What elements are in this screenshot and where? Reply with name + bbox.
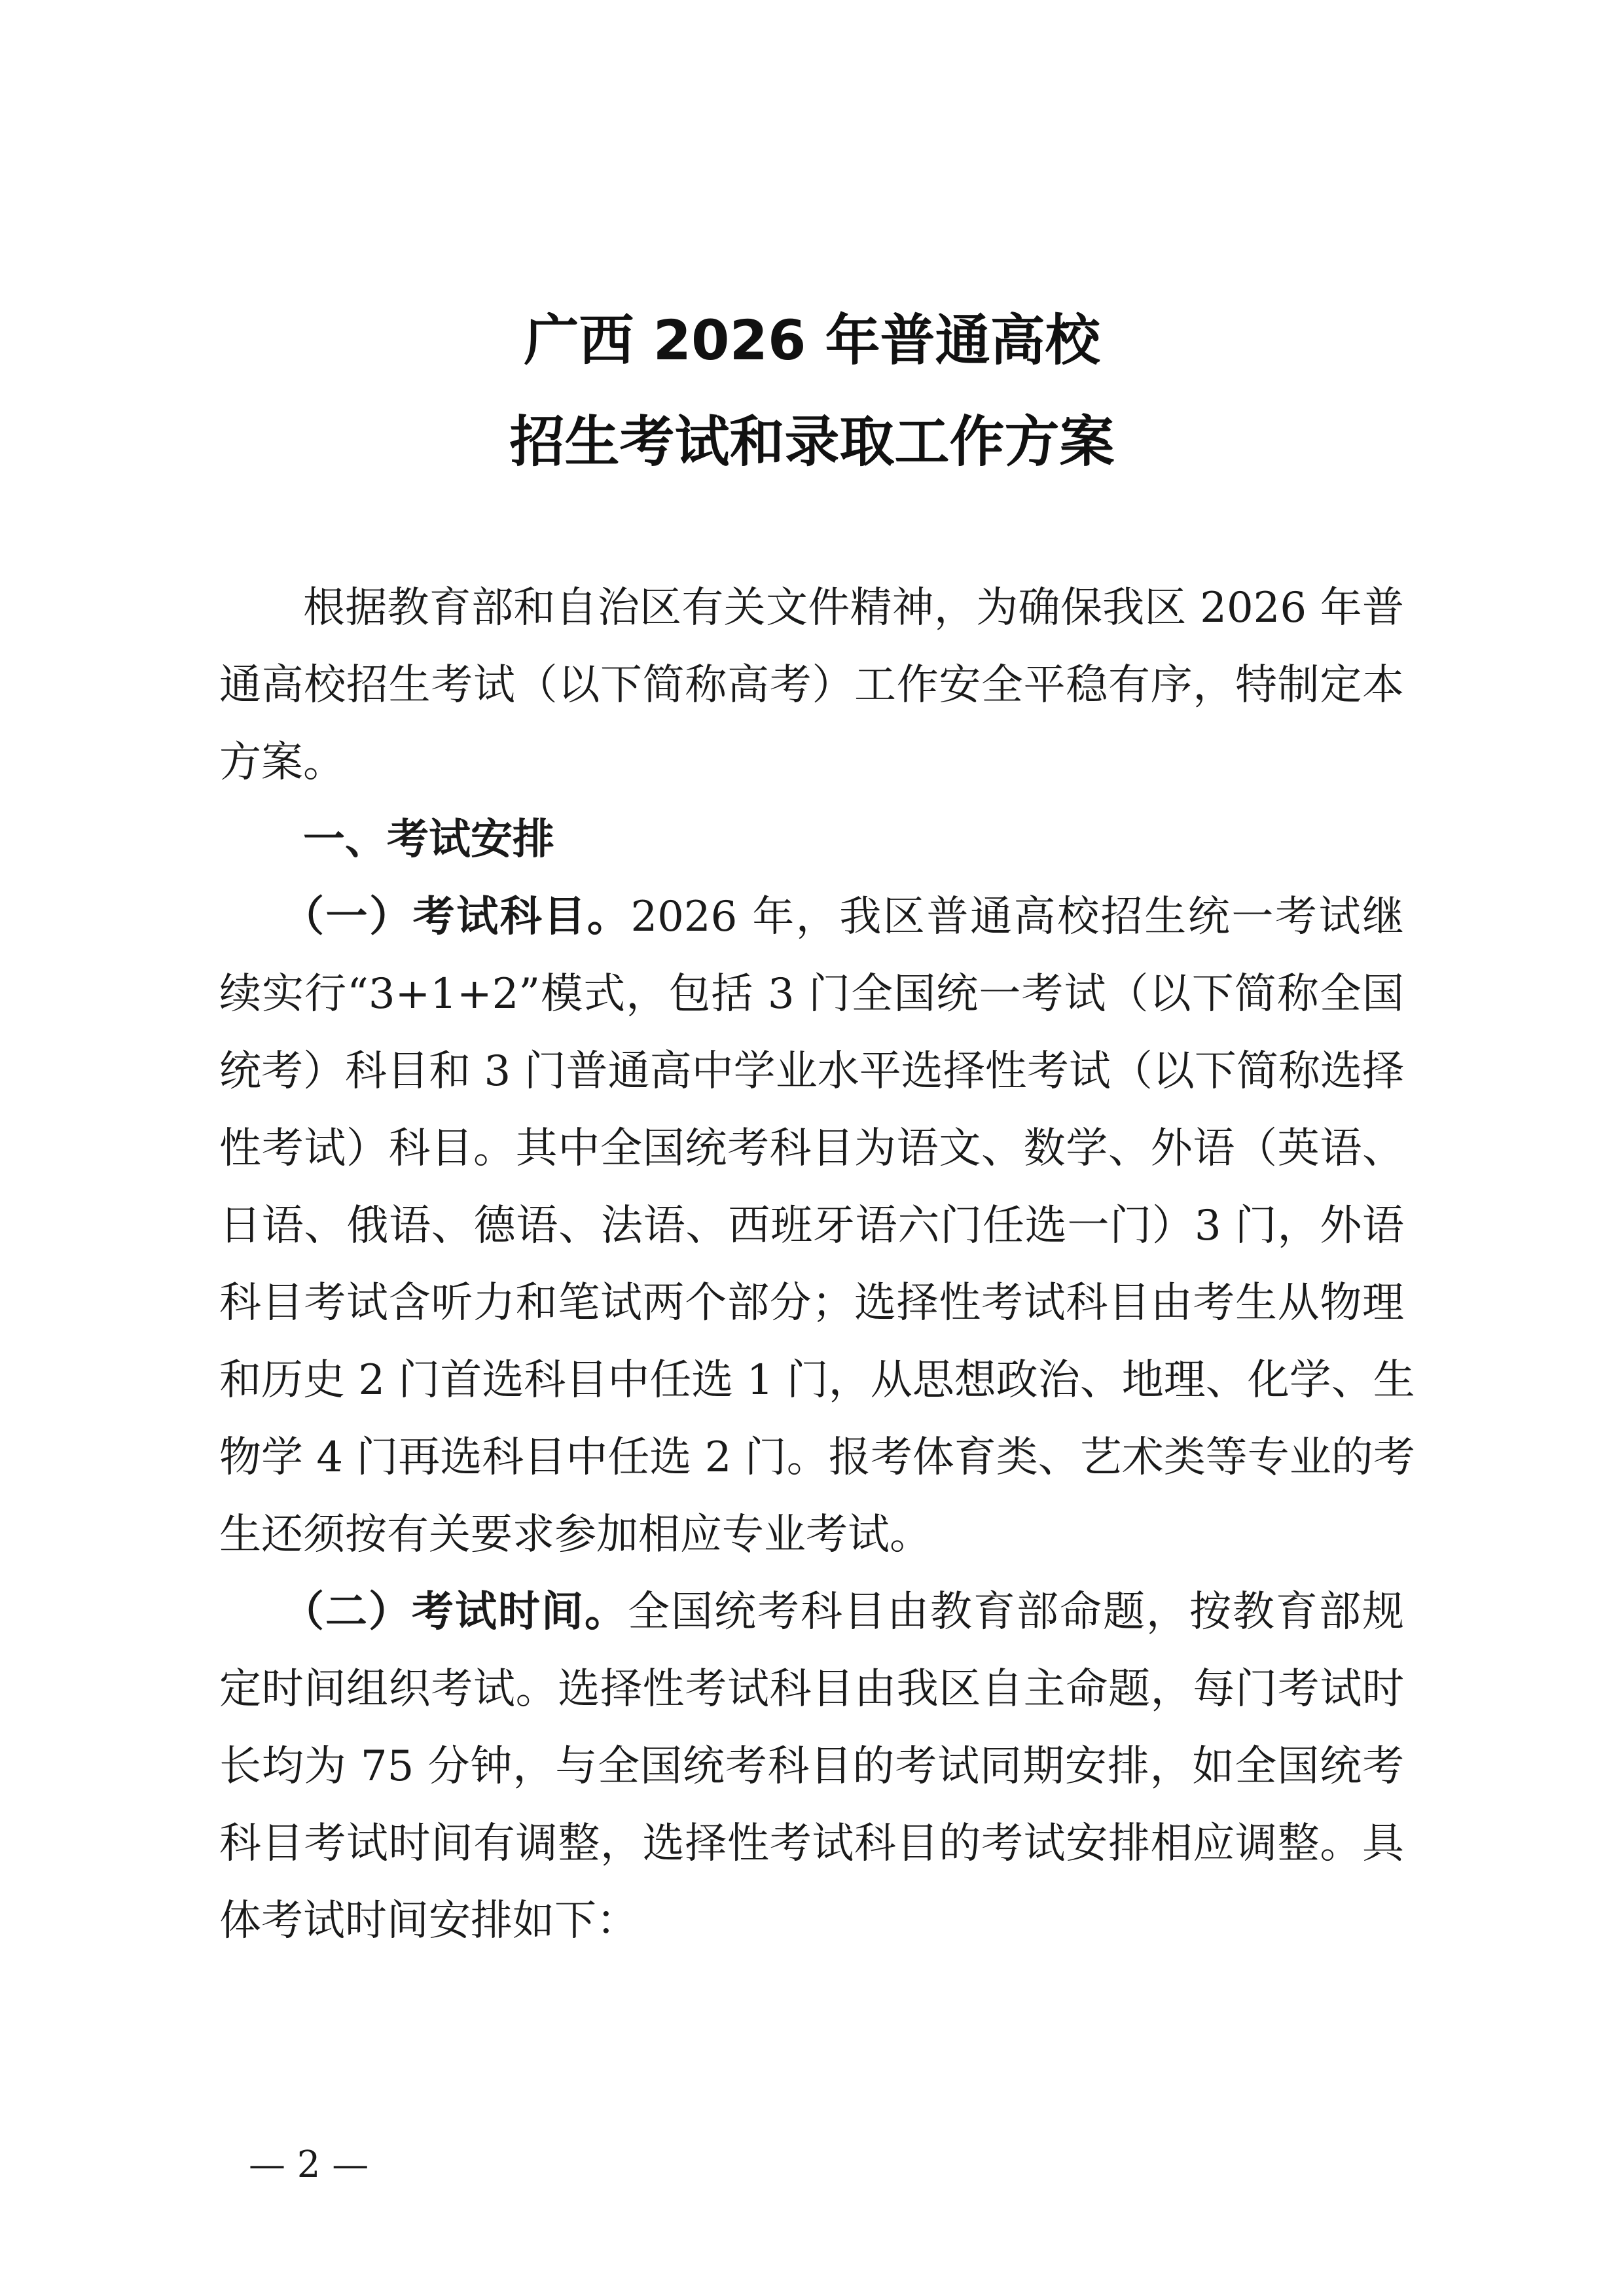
subsection-1-line: 科目考试含听力和笔试两个部分；选择性考试科目由考生从物理 — [219, 1279, 1404, 1327]
intro-line-1: 根据教育部和自治区有关文件精神，为确保我区 2026 年普 — [303, 584, 1404, 632]
document-title-line-1: 广西 2026 年普通高校 — [524, 308, 1100, 372]
intro-line-2: 通高校招生考试（以下简称高考）工作安全平稳有序，特制定本 — [219, 661, 1404, 709]
subsection-1-line: 续实行“3+1+2”模式，包括 3 门全国统一考试（以下简称全国 — [219, 970, 1404, 1018]
document-title-line-2: 招生考试和录取工作方案 — [509, 410, 1115, 474]
page-number: — 2 — — [249, 2144, 369, 2186]
subsection-1-first-line — [219, 878, 1404, 956]
section-heading: 一、考试安排 — [303, 816, 554, 864]
subsection-2-first-line — [219, 1573, 1404, 1651]
intro-line-3: 方案。 — [219, 738, 345, 787]
document-body — [219, 569, 1415, 1960]
subsection-2-line: 长均为 75 分钟，与全国统考科目的考试同期安排，如全国统考 — [219, 1742, 1404, 1791]
subsection-2-lead: （二）考试时间。 — [282, 1588, 628, 1636]
subsection-1-line: 统考）科目和 3 门普通高中学业水平选择性考试（以下简称选择 — [219, 1047, 1404, 1096]
subsection-1-line: 生还须按有关要求参加相应专业考试。 — [219, 1511, 931, 1559]
subsection-2-line: 体考试时间安排如下： — [219, 1897, 638, 1945]
subsection-1-first-line-text: 2026 年，我区普通高校招生统一考试继 — [630, 893, 1405, 941]
subsection-1-line: 性考试）科目。其中全国统考科目为语文、数学、外语（英语、 — [219, 1124, 1404, 1173]
subsection-1-lead: （一）考试科目。 — [282, 893, 631, 941]
subsection-2-line: 定时间组织考试。选择性考试科目由我区自主命题，每门考试时 — [219, 1665, 1404, 1713]
subsection-1-line: 和历史 2 门首选科目中任选 1 门，从思想政治、地理、化学、生 — [219, 1356, 1415, 1405]
subsection-2-first-line-text: 全国统考科目由教育部命题，按教育部规 — [628, 1588, 1404, 1636]
subsection-1-line: 物学 4 门再选科目中任选 2 门。报考体育类、艺术类等专业的考 — [219, 1433, 1415, 1482]
subsection-1-line: 日语、俄语、德语、法语、西班牙语六门任选一门）3 门，外语 — [219, 1202, 1404, 1250]
subsection-2-line: 科目考试时间有调整，选择性考试科目的考试安排相应调整。具 — [219, 1820, 1404, 1868]
